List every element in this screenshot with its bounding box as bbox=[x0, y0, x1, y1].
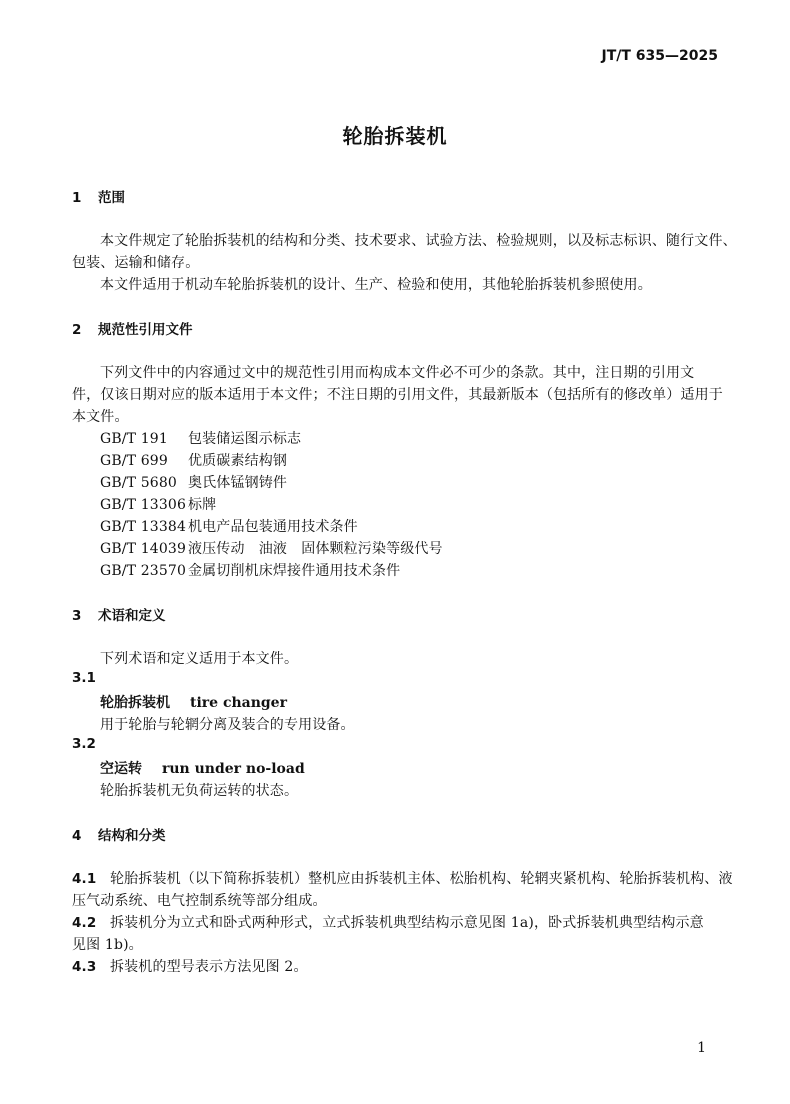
term-number: 3.2 bbox=[72, 736, 96, 752]
reference-item: GB/T 13306 标牌 bbox=[100, 497, 217, 513]
section-heading-1: 1 范围 bbox=[72, 190, 125, 206]
reference-item: GB/T 191 包装储运图示标志 bbox=[100, 431, 302, 447]
page-number: 1 bbox=[697, 1040, 706, 1056]
reference-item: GB/T 14039 液压传动 油液 固体颗粒污染等级代号 bbox=[100, 541, 443, 557]
clause-item-continuation: 见图 1b)。 bbox=[72, 937, 143, 953]
paragraph: 本文件适用于机动车轮胎拆装机的设计、生产、检验和使用，其他轮胎拆装机参照使用。 bbox=[100, 277, 652, 293]
clause-item: 4.1 轮胎拆装机（以下简称拆装机）整机应由拆装机主体、松胎机构、轮辋夹紧机构、轮胎拆装机构、液 bbox=[72, 871, 733, 887]
section-heading-3: 3 术语和定义 bbox=[72, 608, 166, 624]
reference-item: GB/T 699 优质碳素结构钢 bbox=[100, 453, 288, 469]
paragraph: 下列术语和定义适用于本文件。 bbox=[100, 651, 299, 667]
paragraph: 本文件规定了轮胎拆装机的结构和分类、技术要求、试验方法、检验规则，以及标志标识、随行文件、 bbox=[100, 233, 737, 249]
term-title: 轮胎拆装机 tire changer bbox=[100, 695, 287, 711]
reference-item: GB/T 23570 金属切削机床焊接件通用技术条件 bbox=[100, 563, 401, 579]
clause-item: 4.2 拆装机分为立式和卧式两种形式，立式拆装机典型结构示意见图 1a)，卧式拆装机典型结构示意 bbox=[72, 915, 704, 931]
section-heading-4: 4 结构和分类 bbox=[72, 828, 166, 844]
paragraph: 下列文件中的内容通过文中的规范性引用而构成本文件必不可少的条款。其中，注日期的引用文 bbox=[100, 365, 695, 381]
section-heading-2: 2 规范性引用文件 bbox=[72, 322, 193, 338]
paragraph: 包装、运输和储存。 bbox=[72, 255, 200, 271]
reference-item: GB/T 13384 机电产品包装通用技术条件 bbox=[100, 519, 358, 535]
term-definition: 用于轮胎与轮辋分离及装合的专用设备。 bbox=[100, 717, 355, 733]
paragraph: 件，仅该日期对应的版本适用于本文件；不注日期的引用文件，其最新版本（包括所有的修改单）适用于 bbox=[72, 387, 723, 403]
term-title: 空运转 run under no-load bbox=[100, 761, 305, 777]
clause-item-continuation: 压气动系统、电气控制系统等部分组成。 bbox=[72, 893, 327, 909]
clause-item: 4.3 拆装机的型号表示方法见图 2。 bbox=[72, 959, 308, 975]
document-id: JT/T 635—2025 bbox=[601, 48, 718, 64]
reference-item: GB/T 5680 奥氏体锰钢铸件 bbox=[100, 475, 288, 491]
document-title: 轮胎拆装机 bbox=[342, 124, 448, 148]
term-number: 3.1 bbox=[72, 670, 96, 686]
term-definition: 轮胎拆装机无负荷运转的状态。 bbox=[100, 783, 299, 799]
paragraph: 本文件。 bbox=[72, 409, 129, 425]
